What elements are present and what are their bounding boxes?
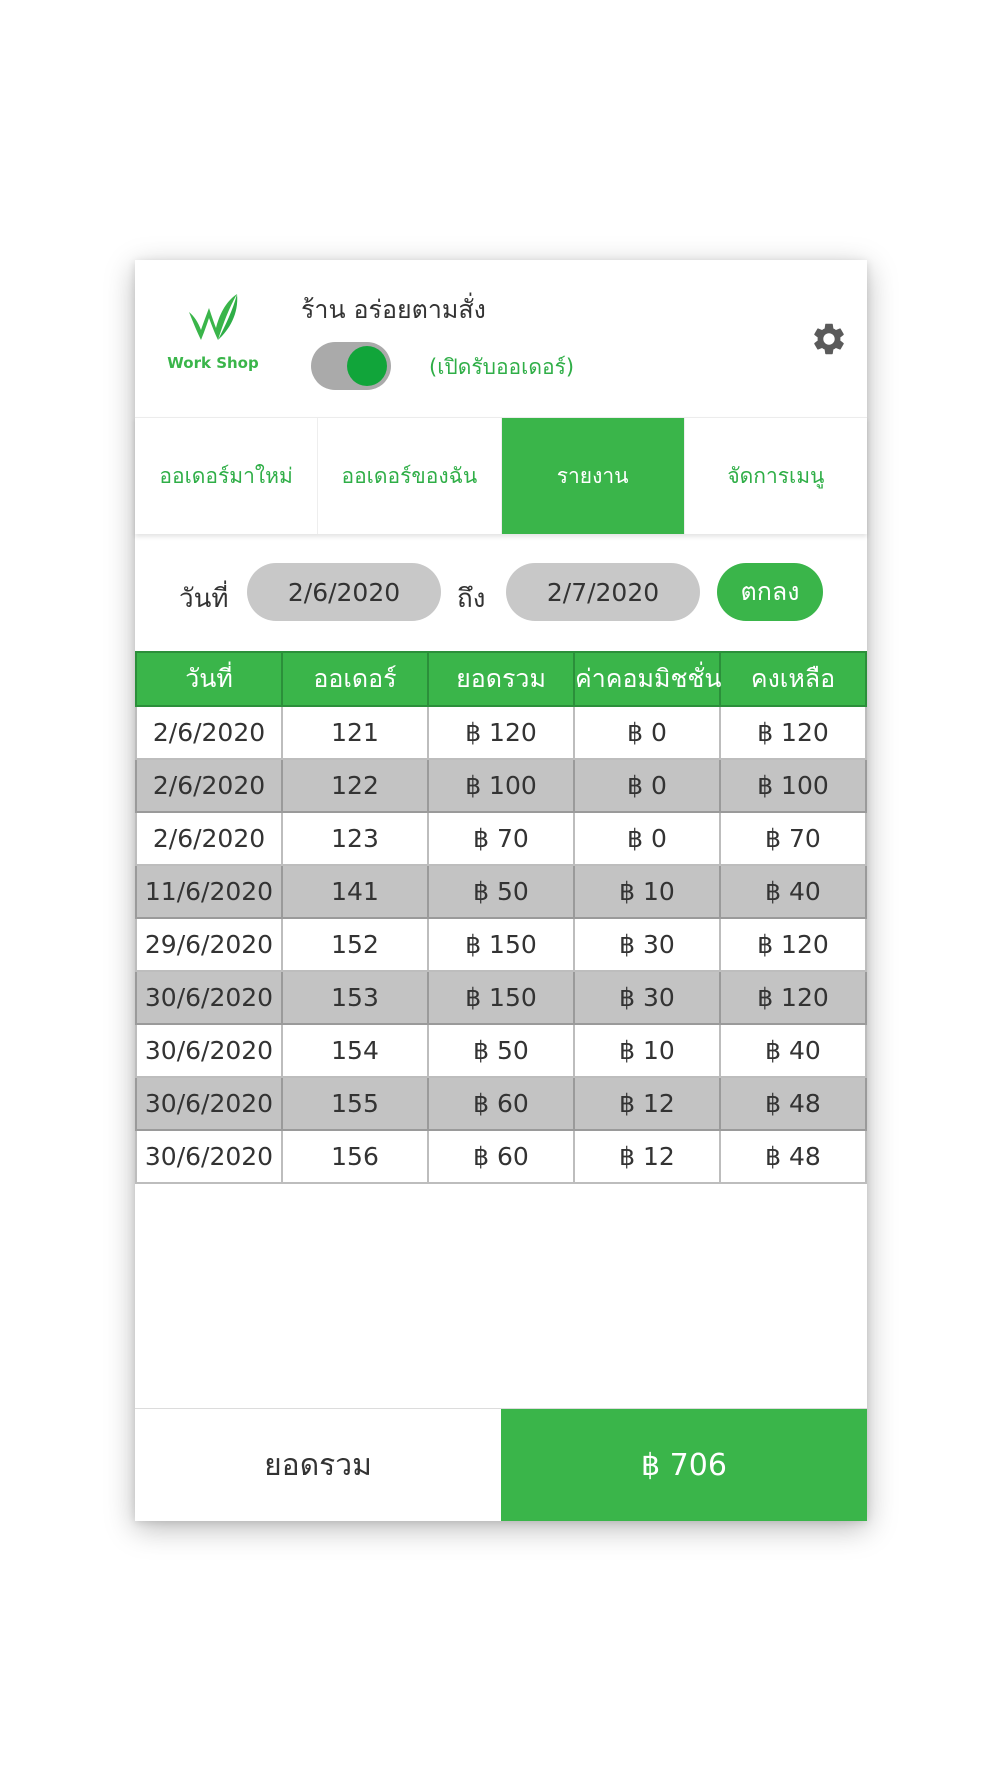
header-commission: ค่าคอมมิชชั่น	[574, 652, 720, 706]
cell-date: 30/6/2020	[136, 1077, 282, 1130]
cell-total: ฿ 60	[428, 1077, 574, 1130]
cell-order: 152	[282, 918, 428, 971]
cell-date: 29/6/2020	[136, 918, 282, 971]
cell-balance: ฿ 48	[720, 1077, 866, 1130]
toggle-knob	[347, 346, 387, 386]
date-to-label: ถึง	[457, 584, 486, 614]
leaf-logo-icon	[185, 290, 241, 350]
tab-new-orders[interactable]: ออเดอร์มาใหม่	[135, 418, 318, 534]
cell-total: ฿ 150	[428, 971, 574, 1024]
cell-total: ฿ 60	[428, 1130, 574, 1183]
cell-balance: ฿ 100	[720, 759, 866, 812]
tab-manage-menu[interactable]: จัดการเมนู	[685, 418, 867, 534]
cell-date: 2/6/2020	[136, 706, 282, 759]
cell-order: 122	[282, 759, 428, 812]
cell-date: 30/6/2020	[136, 1024, 282, 1077]
app-header	[135, 260, 867, 417]
cell-balance: ฿ 48	[720, 1130, 866, 1183]
table-row	[136, 865, 866, 918]
cell-order: 156	[282, 1130, 428, 1183]
cell-order: 123	[282, 812, 428, 865]
date-from-label: วันที่	[179, 584, 229, 614]
cell-date: 30/6/2020	[136, 1130, 282, 1183]
header-balance: คงเหลือ	[720, 652, 866, 706]
total-label: ยอดรวม	[135, 1409, 501, 1521]
cell-commission: ฿ 30	[574, 971, 720, 1024]
table-row	[136, 1130, 866, 1183]
cell-balance: ฿ 120	[720, 918, 866, 971]
cell-total: ฿ 70	[428, 812, 574, 865]
total-value: ฿ 706	[501, 1409, 867, 1521]
header-date: วันที่	[136, 652, 282, 706]
cell-commission: ฿ 10	[574, 1024, 720, 1077]
cell-balance: ฿ 40	[720, 1024, 866, 1077]
cell-order: 153	[282, 971, 428, 1024]
cell-commission: ฿ 0	[574, 812, 720, 865]
cell-order: 155	[282, 1077, 428, 1130]
table-header-row	[136, 652, 866, 706]
app-card	[135, 260, 867, 1520]
cell-order: 121	[282, 706, 428, 759]
cell-balance: ฿ 120	[720, 706, 866, 759]
table-row	[136, 1024, 866, 1077]
report-table	[135, 651, 867, 1184]
cell-commission: ฿ 30	[574, 918, 720, 971]
workshop-logo	[163, 290, 263, 380]
cell-balance: ฿ 70	[720, 812, 866, 865]
cell-date: 2/6/2020	[136, 759, 282, 812]
gear-icon[interactable]	[810, 320, 848, 358]
total-footer	[135, 1408, 867, 1521]
cell-total: ฿ 50	[428, 865, 574, 918]
cell-total: ฿ 50	[428, 1024, 574, 1077]
cell-commission: ฿ 10	[574, 865, 720, 918]
tab-report[interactable]: รายงาน	[502, 418, 685, 534]
cell-balance: ฿ 120	[720, 971, 866, 1024]
table-row	[136, 812, 866, 865]
header-total: ยอดรวม	[428, 652, 574, 706]
header-order: ออเดอร์	[282, 652, 428, 706]
shop-name: ร้าน อร่อยตามสั่ง	[301, 295, 486, 324]
table-row	[136, 918, 866, 971]
main-tabs	[135, 417, 867, 534]
cell-order: 141	[282, 865, 428, 918]
cell-date: 30/6/2020	[136, 971, 282, 1024]
cell-commission: ฿ 12	[574, 1130, 720, 1183]
table-row	[136, 1077, 866, 1130]
table-row	[136, 706, 866, 759]
cell-commission: ฿ 12	[574, 1077, 720, 1130]
logo-text: Work Shop	[167, 354, 259, 372]
table-row	[136, 971, 866, 1024]
ok-button[interactable]: ตกลง	[717, 563, 823, 621]
cell-balance: ฿ 40	[720, 865, 866, 918]
cell-total: ฿ 120	[428, 706, 574, 759]
tab-my-orders[interactable]: ออเดอร์ของฉัน	[318, 418, 501, 534]
table-row	[136, 759, 866, 812]
cell-commission: ฿ 0	[574, 706, 720, 759]
cell-order: 154	[282, 1024, 428, 1077]
cell-total: ฿ 150	[428, 918, 574, 971]
open-status-label: (เปิดรับออเดอร์)	[429, 355, 575, 379]
cell-date: 2/6/2020	[136, 812, 282, 865]
cell-date: 11/6/2020	[136, 865, 282, 918]
store-open-toggle[interactable]	[311, 342, 391, 390]
cell-commission: ฿ 0	[574, 759, 720, 812]
end-date-field[interactable]	[506, 563, 700, 621]
cell-total: ฿ 100	[428, 759, 574, 812]
start-date-field[interactable]	[247, 563, 441, 621]
